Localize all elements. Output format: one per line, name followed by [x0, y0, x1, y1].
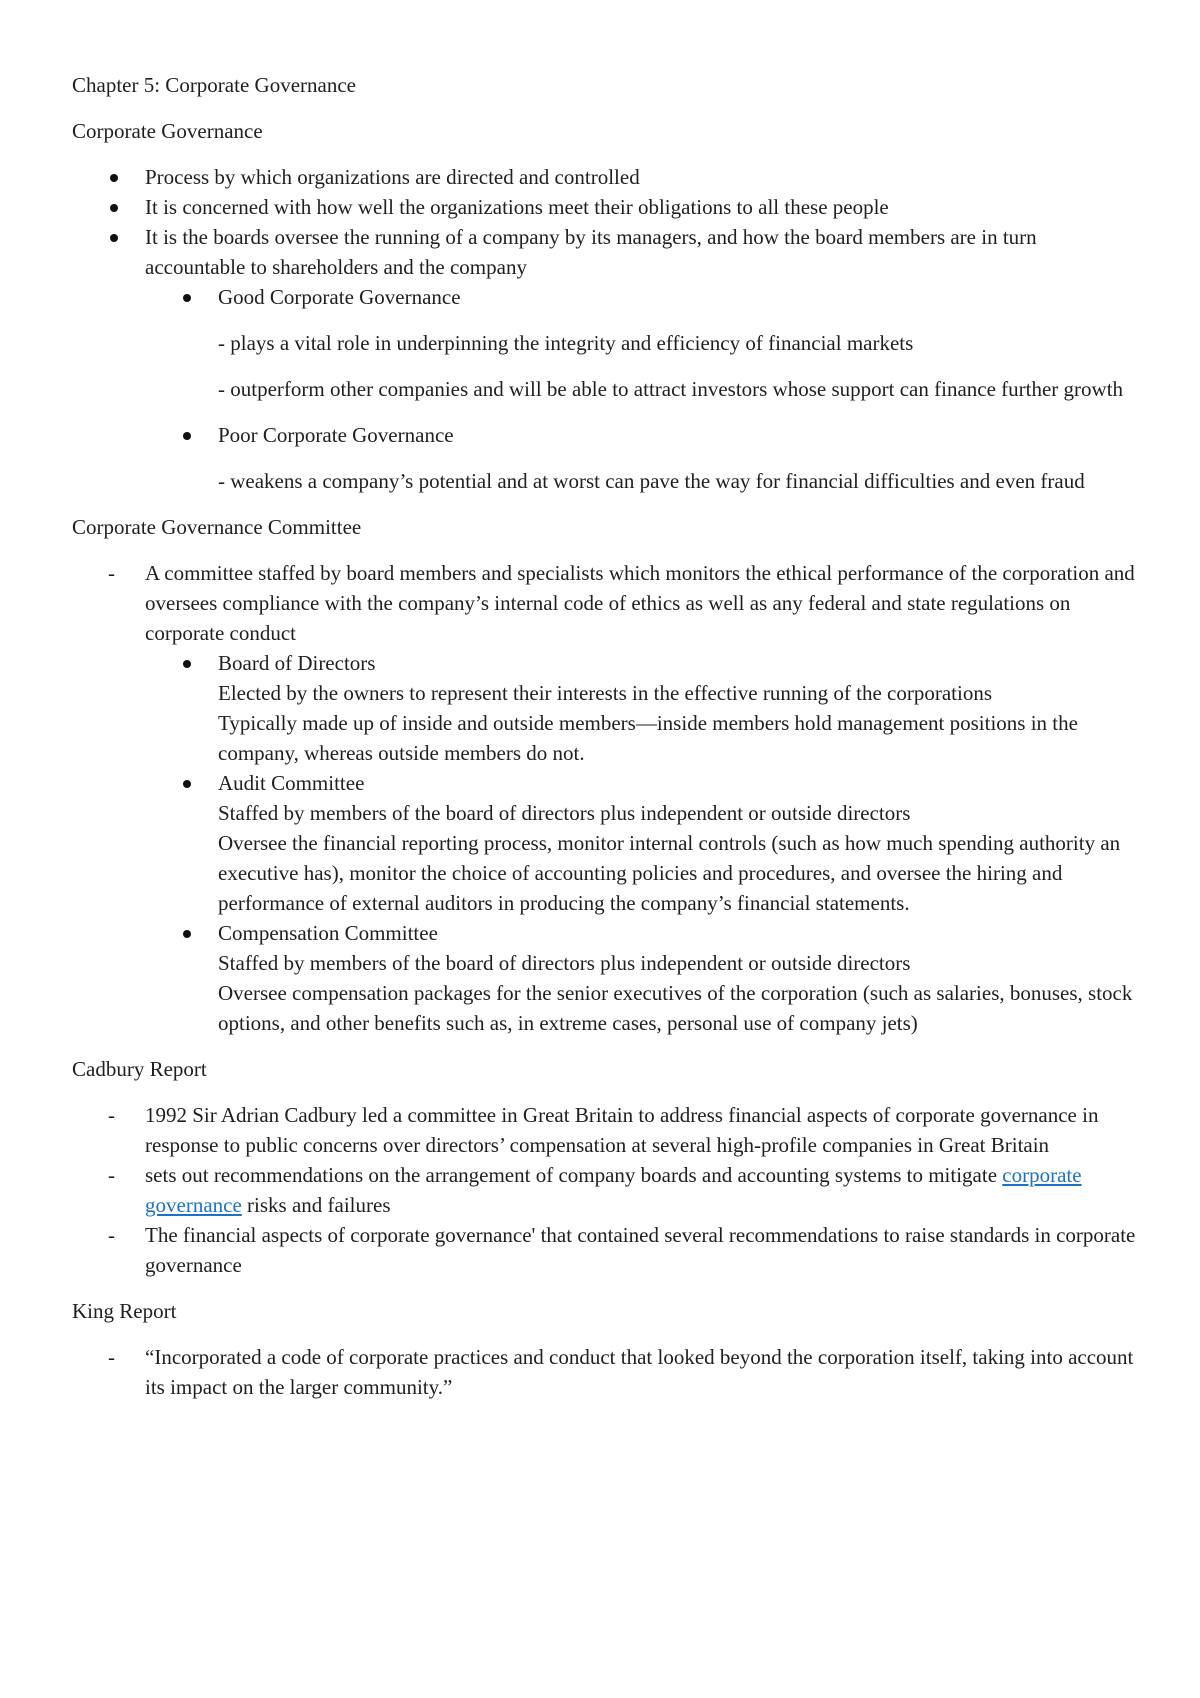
- cadbury-item-text-after: risks and failures: [241, 1193, 391, 1217]
- list-item: [72, 222, 1142, 282]
- corporate-governance-link[interactable]: corporate governance: [145, 1163, 1082, 1217]
- chapter-title: Chapter 5: Corporate Governance: [72, 73, 356, 97]
- section-heading-committee: Corporate Governance Committee: [72, 515, 362, 539]
- king-quote: “Incorporated a code of corporate practices and conduct that looked beyond the corporation itself, taking into account its impact on the larger community.”: [145, 1345, 1134, 1399]
- document-page: [72, 70, 1142, 1402]
- dash-marker: -: [108, 1103, 115, 1127]
- board-line: Elected by the owners to represent their interests in the effective running of the corporations: [218, 681, 993, 705]
- cadbury-item: 1992 Sir Adrian Cadbury led a committee in Great Britain to address financial aspects of corporate governance in response to public concerns over directors’ compensation at several high-profile companies in Great Britain: [145, 1103, 1099, 1157]
- bullet-dot-icon: [110, 204, 118, 212]
- section-heading-cadbury: Cadbury Report: [72, 1057, 207, 1081]
- dash-marker: -: [108, 1223, 115, 1247]
- board-line: Typically made up of inside and outside members—inside members hold management positions in the company, whereas outside members do not.: [218, 711, 1078, 765]
- list-item: [72, 1342, 1142, 1402]
- good-governance-label: Good Corporate Governance: [218, 285, 461, 309]
- cg-bullet-list: [72, 162, 1142, 312]
- bullet-dot-icon: [110, 234, 118, 242]
- compensation-line: Staffed by members of the board of directors plus independent or outside directors: [218, 951, 911, 975]
- list-item-poor-governance: [72, 420, 1142, 450]
- king-list: [72, 1342, 1142, 1402]
- list-item: [72, 192, 1142, 222]
- bullet-dot-icon: [183, 930, 191, 938]
- section-heading-corporate-governance: Corporate Governance: [72, 119, 263, 143]
- list-item-text: It is concerned with how well the organizations meet their obligations to all these people: [145, 195, 889, 219]
- list-item-audit: [72, 768, 1142, 918]
- list-item: [72, 1100, 1142, 1160]
- committee-definition: A committee staffed by board members and specialists which monitors the ethical performance of the corporation and oversees compliance with the company’s internal code of ethics as well as any federal and state regulations on corporate conduct: [145, 561, 1135, 645]
- poor-governance-list: [72, 420, 1142, 450]
- committee-list: [72, 558, 1142, 1038]
- list-item-board: [72, 648, 1142, 768]
- dash-marker: -: [108, 1163, 115, 1187]
- dash-marker: -: [108, 1345, 115, 1369]
- list-item-text: It is the boards oversee the running of a company by its managers, and how the board members are in turn accountable to shareholders and the company: [145, 225, 1037, 279]
- bullet-dot-icon: [183, 294, 191, 302]
- compensation-line: Oversee compensation packages for the senior executives of the corporation (such as salaries, bonuses, stock options, and other benefits such as, in extreme cases, personal use of company jets): [218, 981, 1133, 1035]
- bullet-dot-icon: [183, 432, 191, 440]
- bullet-dot-icon: [183, 660, 191, 668]
- bullet-dot-icon: [183, 780, 191, 788]
- bullet-dot-icon: [110, 174, 118, 182]
- board-label: Board of Directors: [218, 651, 376, 675]
- poor-governance-label: Poor Corporate Governance: [218, 423, 454, 447]
- audit-line: Staffed by members of the board of directors plus independent or outside directors: [218, 801, 911, 825]
- list-item-compensation: [72, 918, 1142, 1038]
- cadbury-item: The financial aspects of corporate governance' that contained several recommendations to raise standards in corporate governance: [145, 1223, 1136, 1277]
- list-item: [72, 1220, 1142, 1280]
- audit-label: Audit Committee: [218, 771, 365, 795]
- poor-governance-point: - weakens a company’s potential and at worst can pave the way for financial difficulties and even fraud: [218, 469, 1085, 493]
- dash-marker: -: [108, 561, 115, 585]
- section-heading-king: King Report: [72, 1299, 177, 1323]
- audit-line: Oversee the financial reporting process, monitor internal controls (such as how much spending authority an executive has), monitor the choice of accounting policies and procedures, and oversee the hiring and performance of external auditors in producing the company’s financial statements.: [218, 831, 1121, 915]
- cadbury-item-text-before: sets out recommendations on the arrangement of company boards and accounting systems to mitigate: [145, 1163, 1003, 1187]
- compensation-label: Compensation Committee: [218, 921, 438, 945]
- list-item-text: Process by which organizations are directed and controlled: [145, 165, 640, 189]
- good-governance-point: - outperform other companies and will be able to attract investors whose support can finance further growth: [218, 377, 1124, 401]
- good-governance-point: - plays a vital role in underpinning the integrity and efficiency of financial markets: [218, 331, 914, 355]
- list-item-good-governance: [72, 282, 1142, 312]
- list-item: [72, 1160, 1142, 1220]
- cadbury-list: [72, 1100, 1142, 1280]
- list-item: [72, 162, 1142, 192]
- list-item: [72, 558, 1142, 648]
